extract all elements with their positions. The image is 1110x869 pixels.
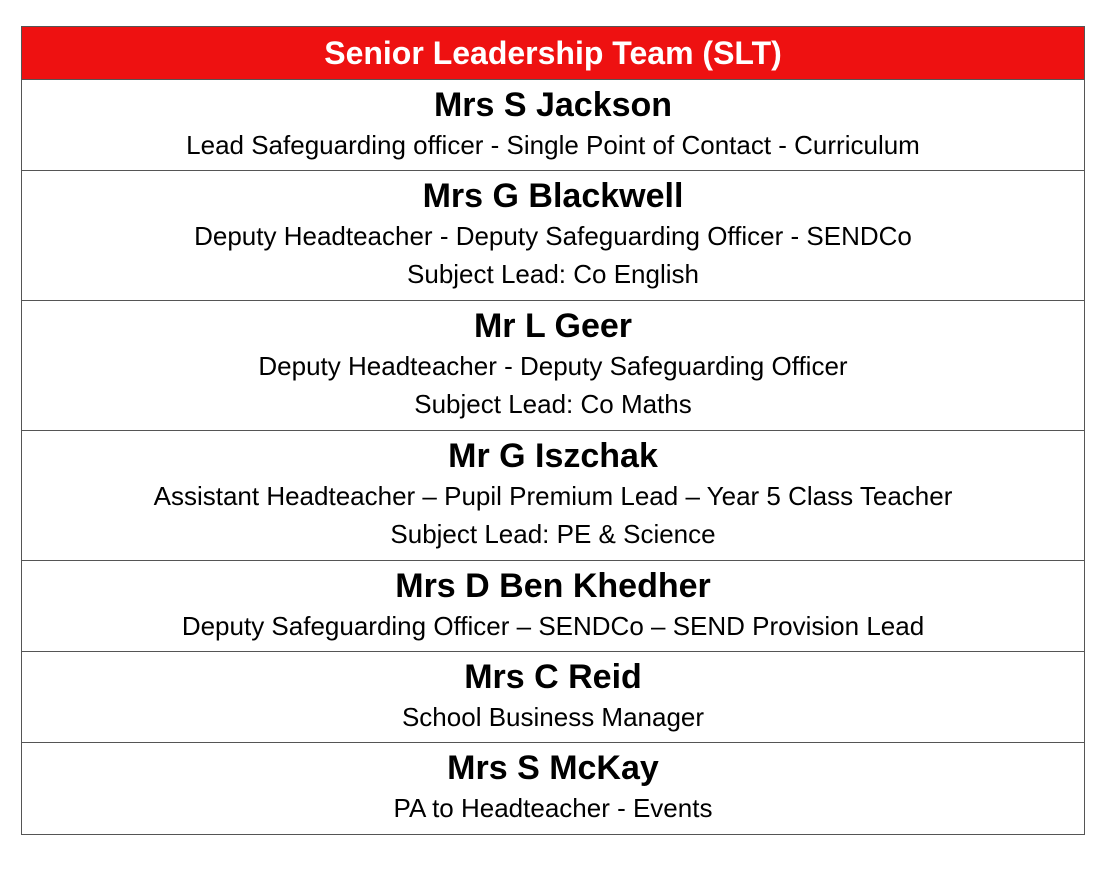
member-name: Mr L Geer	[473, 307, 633, 345]
member-row-jackson	[22, 80, 1084, 171]
member-name: Mr G Iszchak	[448, 437, 658, 475]
member-row-blackwell	[22, 171, 1084, 301]
member-role: School Business Manager	[401, 702, 705, 732]
member-row-mckay	[22, 743, 1084, 834]
member-name: Mrs C Reid	[464, 658, 642, 696]
member-role: Lead Safeguarding officer - Single Point of Contact - Curriculum	[186, 130, 920, 160]
member-name: Mrs S Jackson	[433, 86, 673, 124]
member-subject-lead: Subject Lead: Co English	[407, 259, 699, 289]
member-row-ben-khedher	[22, 561, 1084, 652]
member-name: Mrs D Ben Khedher	[395, 567, 711, 605]
member-role: Deputy Headteacher - Deputy Safeguarding Officer - SENDCo	[194, 221, 912, 251]
member-role: PA to Headteacher - Events	[393, 793, 713, 823]
table-title: Senior Leadership Team (SLT)	[22, 27, 1084, 80]
slt-table	[21, 26, 1085, 835]
member-role: Assistant Headteacher – Pupil Premium Lead – Year 5 Class Teacher	[153, 481, 953, 511]
member-name: Mrs G Blackwell	[422, 177, 684, 215]
member-role: Deputy Safeguarding Officer – SENDCo – SEND Provision Lead	[181, 611, 925, 641]
member-row-iszchak	[22, 431, 1084, 561]
member-subject-lead: Subject Lead: PE & Science	[390, 519, 716, 549]
member-subject-lead: Subject Lead: Co Maths	[414, 389, 692, 419]
member-row-reid	[22, 652, 1084, 743]
member-row-geer	[22, 301, 1084, 431]
member-name: Mrs S McKay	[447, 749, 659, 787]
member-role: Deputy Headteacher - Deputy Safeguarding Officer	[258, 351, 848, 381]
